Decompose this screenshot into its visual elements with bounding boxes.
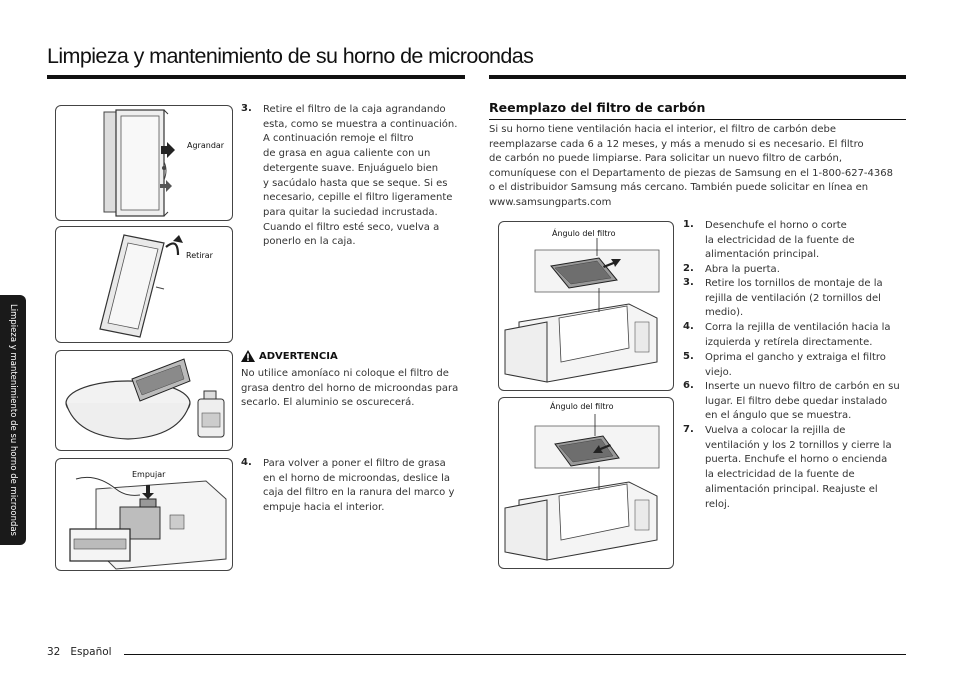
intro-line: reemplazarse cada 6 a 12 meses, y más a menudo si es necesario. El filtro <box>489 138 864 150</box>
section-heading: Reemplazo del filtro de carbón <box>489 100 706 115</box>
rstep-line: Vuelva a colocar la rejilla de <box>705 425 846 436</box>
rstep-line: alimentación principal. Reajuste el <box>705 483 878 495</box>
rstep-line: Desenchufe el horno o corte <box>705 220 847 231</box>
page-title: Limpieza y mantenimiento de su horno de microondas <box>47 44 534 68</box>
warning-body <box>241 367 467 411</box>
step-3-line: Cuando el filtro esté seco, vuelva a <box>263 221 440 233</box>
rstep-line: ventilación y los 2 tornillos y cierre la <box>705 439 892 451</box>
intro-line: de carbón no puede limpiarse. Para solicitar un nuevo filtro de carbón, <box>489 153 843 165</box>
rstep-3-text <box>705 277 910 321</box>
rstep-line: lugar. El filtro debe quedar instalado <box>705 395 888 407</box>
figure-label-agrandar: Agrandar <box>187 141 225 150</box>
rstep-6-text <box>705 380 910 424</box>
step-3-line: para quitar la suciedad incrustada. <box>263 206 438 218</box>
warning-line: secarlo. El aluminio se oscurecerá. <box>241 397 415 409</box>
step-4-line: caja del filtro en la ranura del marco y <box>263 487 455 499</box>
rstep-2-number: 2. <box>683 263 694 274</box>
intro-line: o el distribuidor Samsung más cercano. También puede solicitar en línea en <box>489 182 869 194</box>
rstep-line: Retire los tornillos de montaje de la <box>705 278 883 289</box>
figure-label-angle-2: Ángulo del filtro <box>550 402 614 411</box>
rstep-1-number: 1. <box>683 219 694 230</box>
rstep-4-number: 4. <box>683 321 694 332</box>
figure-filter-remove <box>55 226 233 343</box>
side-tab <box>0 295 26 545</box>
figure-label-angle-1: Ángulo del filtro <box>552 229 616 238</box>
rstep-2-text <box>705 263 910 278</box>
figure-filter-soak <box>55 350 233 451</box>
page-number: 32 <box>47 646 61 658</box>
warning-triangle-icon <box>241 350 255 362</box>
rstep-5-text <box>705 351 910 380</box>
figure-label-empujar: Empujar <box>132 470 166 479</box>
rstep-line: Abra la puerta. <box>705 264 780 275</box>
side-tab-label: Limpieza y mantenimiento de su horno de microondas <box>8 304 18 536</box>
title-rule-right <box>489 75 906 79</box>
step-3-line: detergente suave. Enjuáguelo bien <box>263 162 439 174</box>
rstep-line: la electricidad de la fuente de <box>705 469 855 481</box>
section-rule <box>489 119 906 120</box>
warning-line: grasa dentro del horno de microondas para <box>241 382 459 394</box>
rstep-line: en el ángulo que se muestra. <box>705 410 852 422</box>
rstep-line: rejilla de ventilación (2 tornillos del <box>705 292 881 304</box>
rstep-1-text <box>705 219 910 263</box>
step-4-line: Para volver a poner el filtro de grasa <box>263 458 446 469</box>
footer-rule <box>124 654 906 655</box>
rstep-line: la electricidad de la fuente de <box>705 234 855 246</box>
step-3-line: A continuación remoje el filtro <box>263 133 414 145</box>
step-3-number: 3. <box>241 103 252 114</box>
figure-label-retirar: Retirar <box>186 251 213 260</box>
rstep-line: Corra la rejilla de ventilación hacia la <box>705 322 891 333</box>
footer-page-label <box>47 646 112 658</box>
rstep-line: reloj. <box>705 498 730 510</box>
step-3-line: Retire el filtro de la caja agrandando <box>263 104 446 115</box>
figure-filter-push <box>55 458 233 571</box>
step-3-line: de grasa en agua caliente con un <box>263 148 431 160</box>
intro-line: Si su horno tiene ventilación hacia el interior, el filtro de carbón debe <box>489 124 837 135</box>
figure-charcoal-filter-2 <box>498 397 674 569</box>
rstep-line: viejo. <box>705 366 732 378</box>
intro-line: www.samsungparts.com <box>489 196 612 208</box>
rstep-line: Oprima el gancho y extraiga el filtro <box>705 352 886 363</box>
intro-line: comuníquese con el Departamento de piezas de Samsung en el 1-800-627-4368 <box>489 167 893 179</box>
rstep-7-text <box>705 424 910 512</box>
rstep-line: izquierda y retírela directamente. <box>705 336 873 348</box>
rstep-3-number: 3. <box>683 277 694 288</box>
title-rule-left <box>47 75 465 79</box>
rstep-6-number: 6. <box>683 380 694 391</box>
rstep-line: Inserte un nuevo filtro de carbón en su <box>705 381 900 392</box>
rstep-5-number: 5. <box>683 351 694 362</box>
step-3-line: y sacúdalo hasta que se seque. Si es <box>263 177 448 189</box>
warning-line: No utilice amoníaco ni coloque el filtro de <box>241 368 449 379</box>
figure-filter-box-open <box>55 105 233 221</box>
warning-block <box>241 350 467 411</box>
rstep-7-number: 7. <box>683 424 694 435</box>
step-3-line: ponerlo en la caja. <box>263 236 356 248</box>
step-4-number: 4. <box>241 457 252 468</box>
rstep-line: puerta. Enchufe el horno o encienda <box>705 454 888 466</box>
rstep-4-text <box>705 321 910 350</box>
step-3-line: esta, como se muestra a continuación. <box>263 118 458 130</box>
step-3-text <box>263 103 468 250</box>
warning-title: ADVERTENCIA <box>259 350 338 362</box>
figure-charcoal-filter-1 <box>498 221 674 391</box>
rstep-line: alimentación principal. <box>705 249 820 261</box>
rstep-line: medio). <box>705 307 744 319</box>
intro-text <box>489 123 909 211</box>
step-4-line: en el horno de microondas, deslice la <box>263 472 451 484</box>
step-4-text <box>263 457 468 516</box>
page-language: Español <box>70 646 112 658</box>
step-4-line: empuje hacia el interior. <box>263 502 385 514</box>
step-3-line: necesario, cepille el filtro ligeramente <box>263 192 453 204</box>
